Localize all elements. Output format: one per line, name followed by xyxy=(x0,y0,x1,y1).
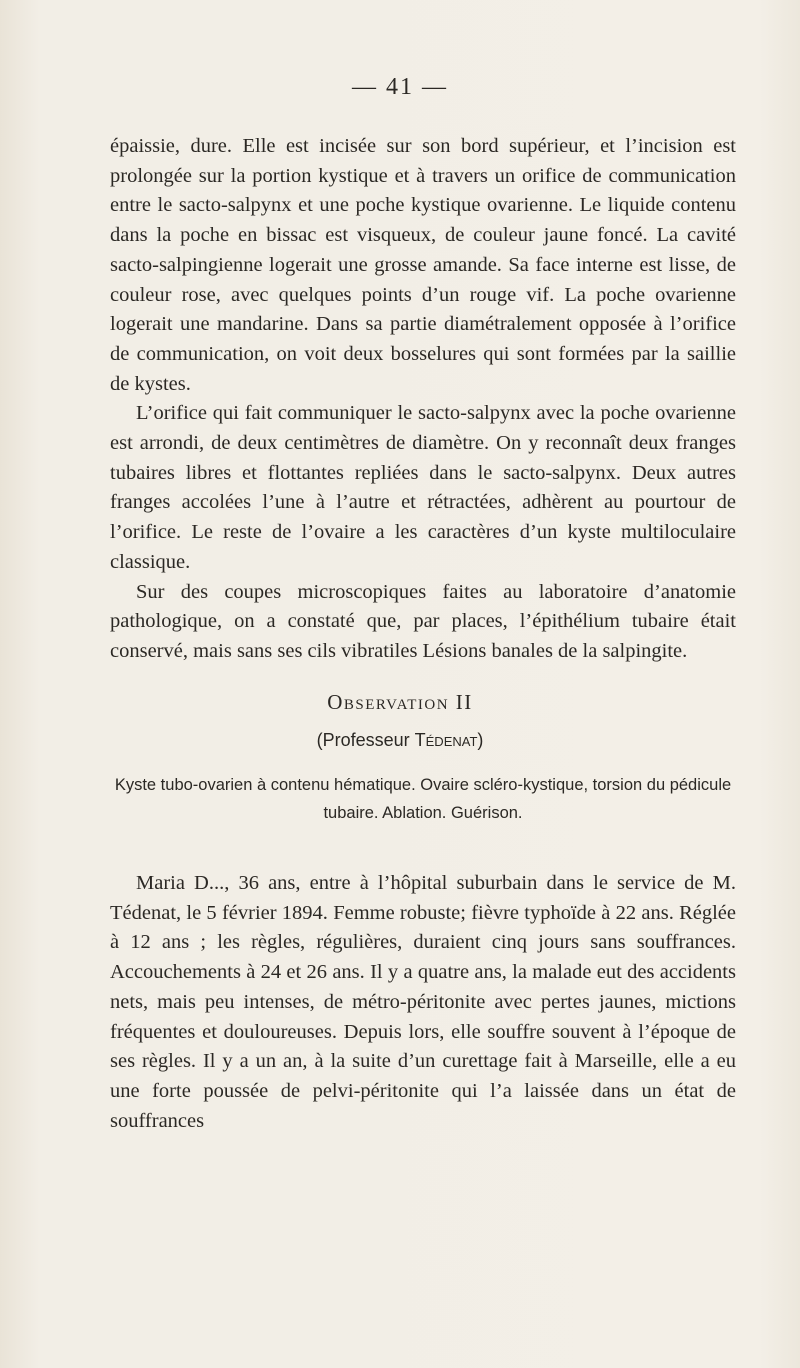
page-number: — 41 — xyxy=(352,74,448,100)
professor-name: Tédenat xyxy=(414,730,478,750)
professor-suffix: ) xyxy=(477,730,484,750)
paragraph: Maria D..., 36 ans, entre à l’hôpital suburbain dans le service de M. Tédenat, le 5 février 1894. Femme robuste; fièvre typhoïde à 22 ans. Réglée à 12 ans ; les règles, régulières, duraient cinq jours sans souffrances. Accouchements à 24 et 26 ans. Il y a quatre ans, la malade eut des accidents nets, mais peu intenses, de métro-péritonite avec pertes jaunes, mictions fréquentes et douloureuses. Depuis lors, elle souffre souvent à l’époque de ses règles. Il y a un an, à la suite d’un curettage fait à Marseille, elle a eu une forte poussée de pelvi-péritonite qui l’a laissée dans un état de souffrances xyxy=(110,872,736,1132)
observation-heading: Observation II xyxy=(327,690,473,714)
observation-professor xyxy=(0,730,800,751)
body-text-bottom xyxy=(110,869,736,1136)
professor-prefix: (Professeur xyxy=(316,730,415,750)
paragraph: L’orifice qui fait communiquer le sacto-salpynx avec la poche ovarienne est arrondi, de deux centimètres de diamètre. On y reconnaît deux franges tubaires libres et flottantes repliées dans le sacto-salpynx. Deux autres franges accolées l’une à l’autre et rétractées, adhèrent au pourtour de l’orifice. Le reste de l’ovaire a les caractères d’un kyste multiloculaire classique. xyxy=(110,402,736,573)
observation-summary: Kyste tubo-ovarien à contenu hématique. Ovaire scléro-kystique, torsion du pédicule tubaire. Ablation. Guérison. xyxy=(114,776,732,822)
paragraph: Sur des coupes microscopiques faites au laboratoire d’anatomie pathologique, on a constaté que, par places, l’épithélium tubaire était conservé, mais sans ses cils vibratiles Lésions banales de la salpingite. xyxy=(110,580,736,662)
paragraph: épaissie, dure. Elle est incisée sur son bord supérieur, et l’incision est prolongée sur la portion kystique et à travers un orifice de communication entre le sacto-salpynx et une poche kystique ovarienne. Le liquide contenu dans la poche en bissac est visqueux, de couleur jaune foncé. La cavité sacto-salpingienne logerait une grosse amande. Sa face interne est lisse, de couleur rose, avec quelques points d’un rouge vif. La poche ovarienne logerait une mandarine. Dans sa partie diamétralement opposée à l’orifice de communication, on voit deux bosselures qui sont formées par la saillie de kystes. xyxy=(110,135,736,395)
body-text-top xyxy=(110,132,736,667)
